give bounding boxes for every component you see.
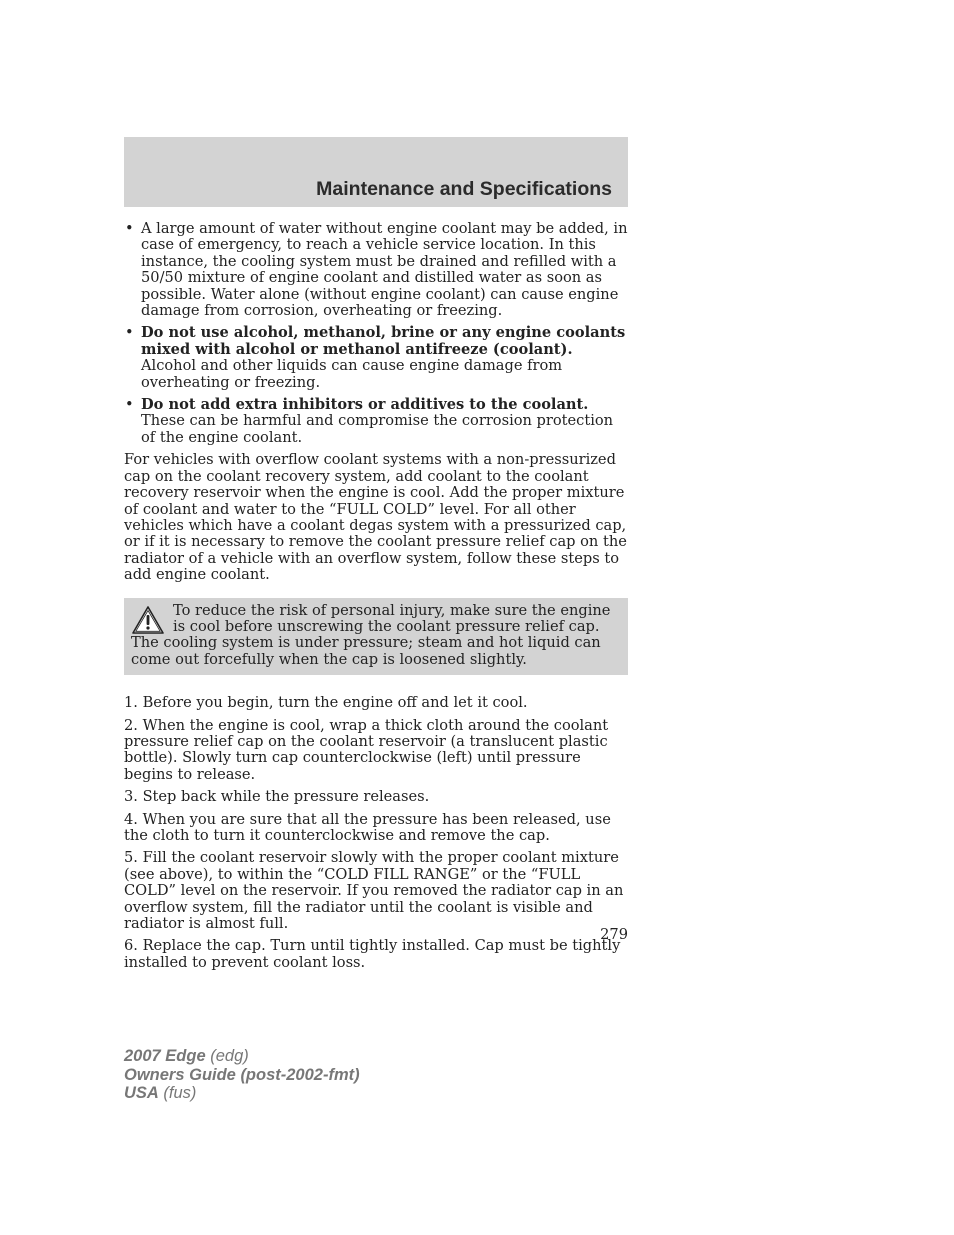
bullet-text: Alcohol and other liquids can cause engine damage from overheating or freezing. (141, 357, 563, 391)
section-title: Maintenance and Specifications (316, 178, 612, 200)
step-item: 1. Before you begin, turn the engine off and let it cool. (124, 694, 528, 712)
step-item: 6. Replace the cap. Turn until tightly installed. Cap must be tightly installed to prevent coolant loss. (124, 937, 621, 971)
bullet-bold-lead: Do not add extra inhibitors or additives to the coolant. (141, 396, 589, 414)
list-item (124, 397, 628, 446)
page-content (124, 221, 628, 977)
footer-line-guide (124, 1066, 360, 1085)
footer-market: USA (124, 1084, 159, 1102)
warning-triangle-icon (131, 605, 165, 635)
footer-model: 2007 Edge (124, 1047, 206, 1065)
intro-paragraph: For vehicles with overflow coolant systems with a non-pressurized cap on the coolant recovery system, add coolant to the coolant recovery reservoir when the engine is cool. Add the proper mixture of coolant and water to the “FULL COLD” level. For all other vehicles which have a coolant degas system with a pressurized cap, or if it is necessary to remove the coolant pressure relief cap on the radiator of a vehicle with an overflow system, follow these steps to add engine coolant. (124, 451, 627, 584)
step-item: 3. Step back while the pressure releases. (124, 788, 430, 806)
warning-box (124, 598, 628, 676)
bullet-bold-lead: Do not use alcohol, methanol, brine or any engine coolants mixed with alcohol or methanol antifreeze (coolant). (141, 324, 626, 358)
page-number: 279 (600, 926, 628, 943)
list-item (124, 221, 628, 319)
section-header-band (124, 137, 628, 207)
bullet-text: These can be harmful and compromise the corrosion protection of the engine coolant. (141, 412, 614, 446)
footer-line-market (124, 1084, 360, 1103)
footer-market-code: (fus) (158, 1084, 197, 1102)
coolant-notes-list (124, 221, 628, 446)
footer-model-code: (edg) (205, 1047, 249, 1065)
footer-guide: Owners Guide (post-2002-fmt) (124, 1065, 360, 1084)
step-item: 2. When the engine is cool, wrap a thick cloth around the coolant pressure relief cap on the coolant reservoir (a translucent plastic bottle). Slowly turn cap counterclockwise (left) until pressure begins to release. (124, 716, 609, 783)
list-item (124, 325, 628, 391)
step-item: 5. Fill the coolant reservoir slowly with the proper coolant mixture (see above), to within the “COLD FILL RANGE” or the “FULL COLD” level on the reservoir. If you removed the radiator cap in an overflow system, fill the radiator until the coolant is visible and radiator is almost full. (124, 849, 624, 933)
bullet-text: A large amount of water without engine coolant may be added, in case of emergency, to reach a vehicle service location. In this instance, the cooling system must be drained and refilled with a 50/50 mixture of engine coolant and distilled water as soon as possible. Water alone (without engine coolant) can cause engine damage from corrosion, overheating or freezing. (141, 220, 628, 320)
footer-line-model (124, 1047, 360, 1066)
warning-text: To reduce the risk of personal injury, make sure the engine is cool before unscrewing the coolant pressure relief cap. The cooling system is under pressure; steam and hot liquid can come out forcefully when the cap is loosened slightly. (131, 601, 611, 668)
step-item: 4. When you are sure that all the pressure has been released, use the cloth to turn it counterclockwise and remove the cap. (124, 810, 611, 844)
document-footer (124, 1047, 360, 1103)
